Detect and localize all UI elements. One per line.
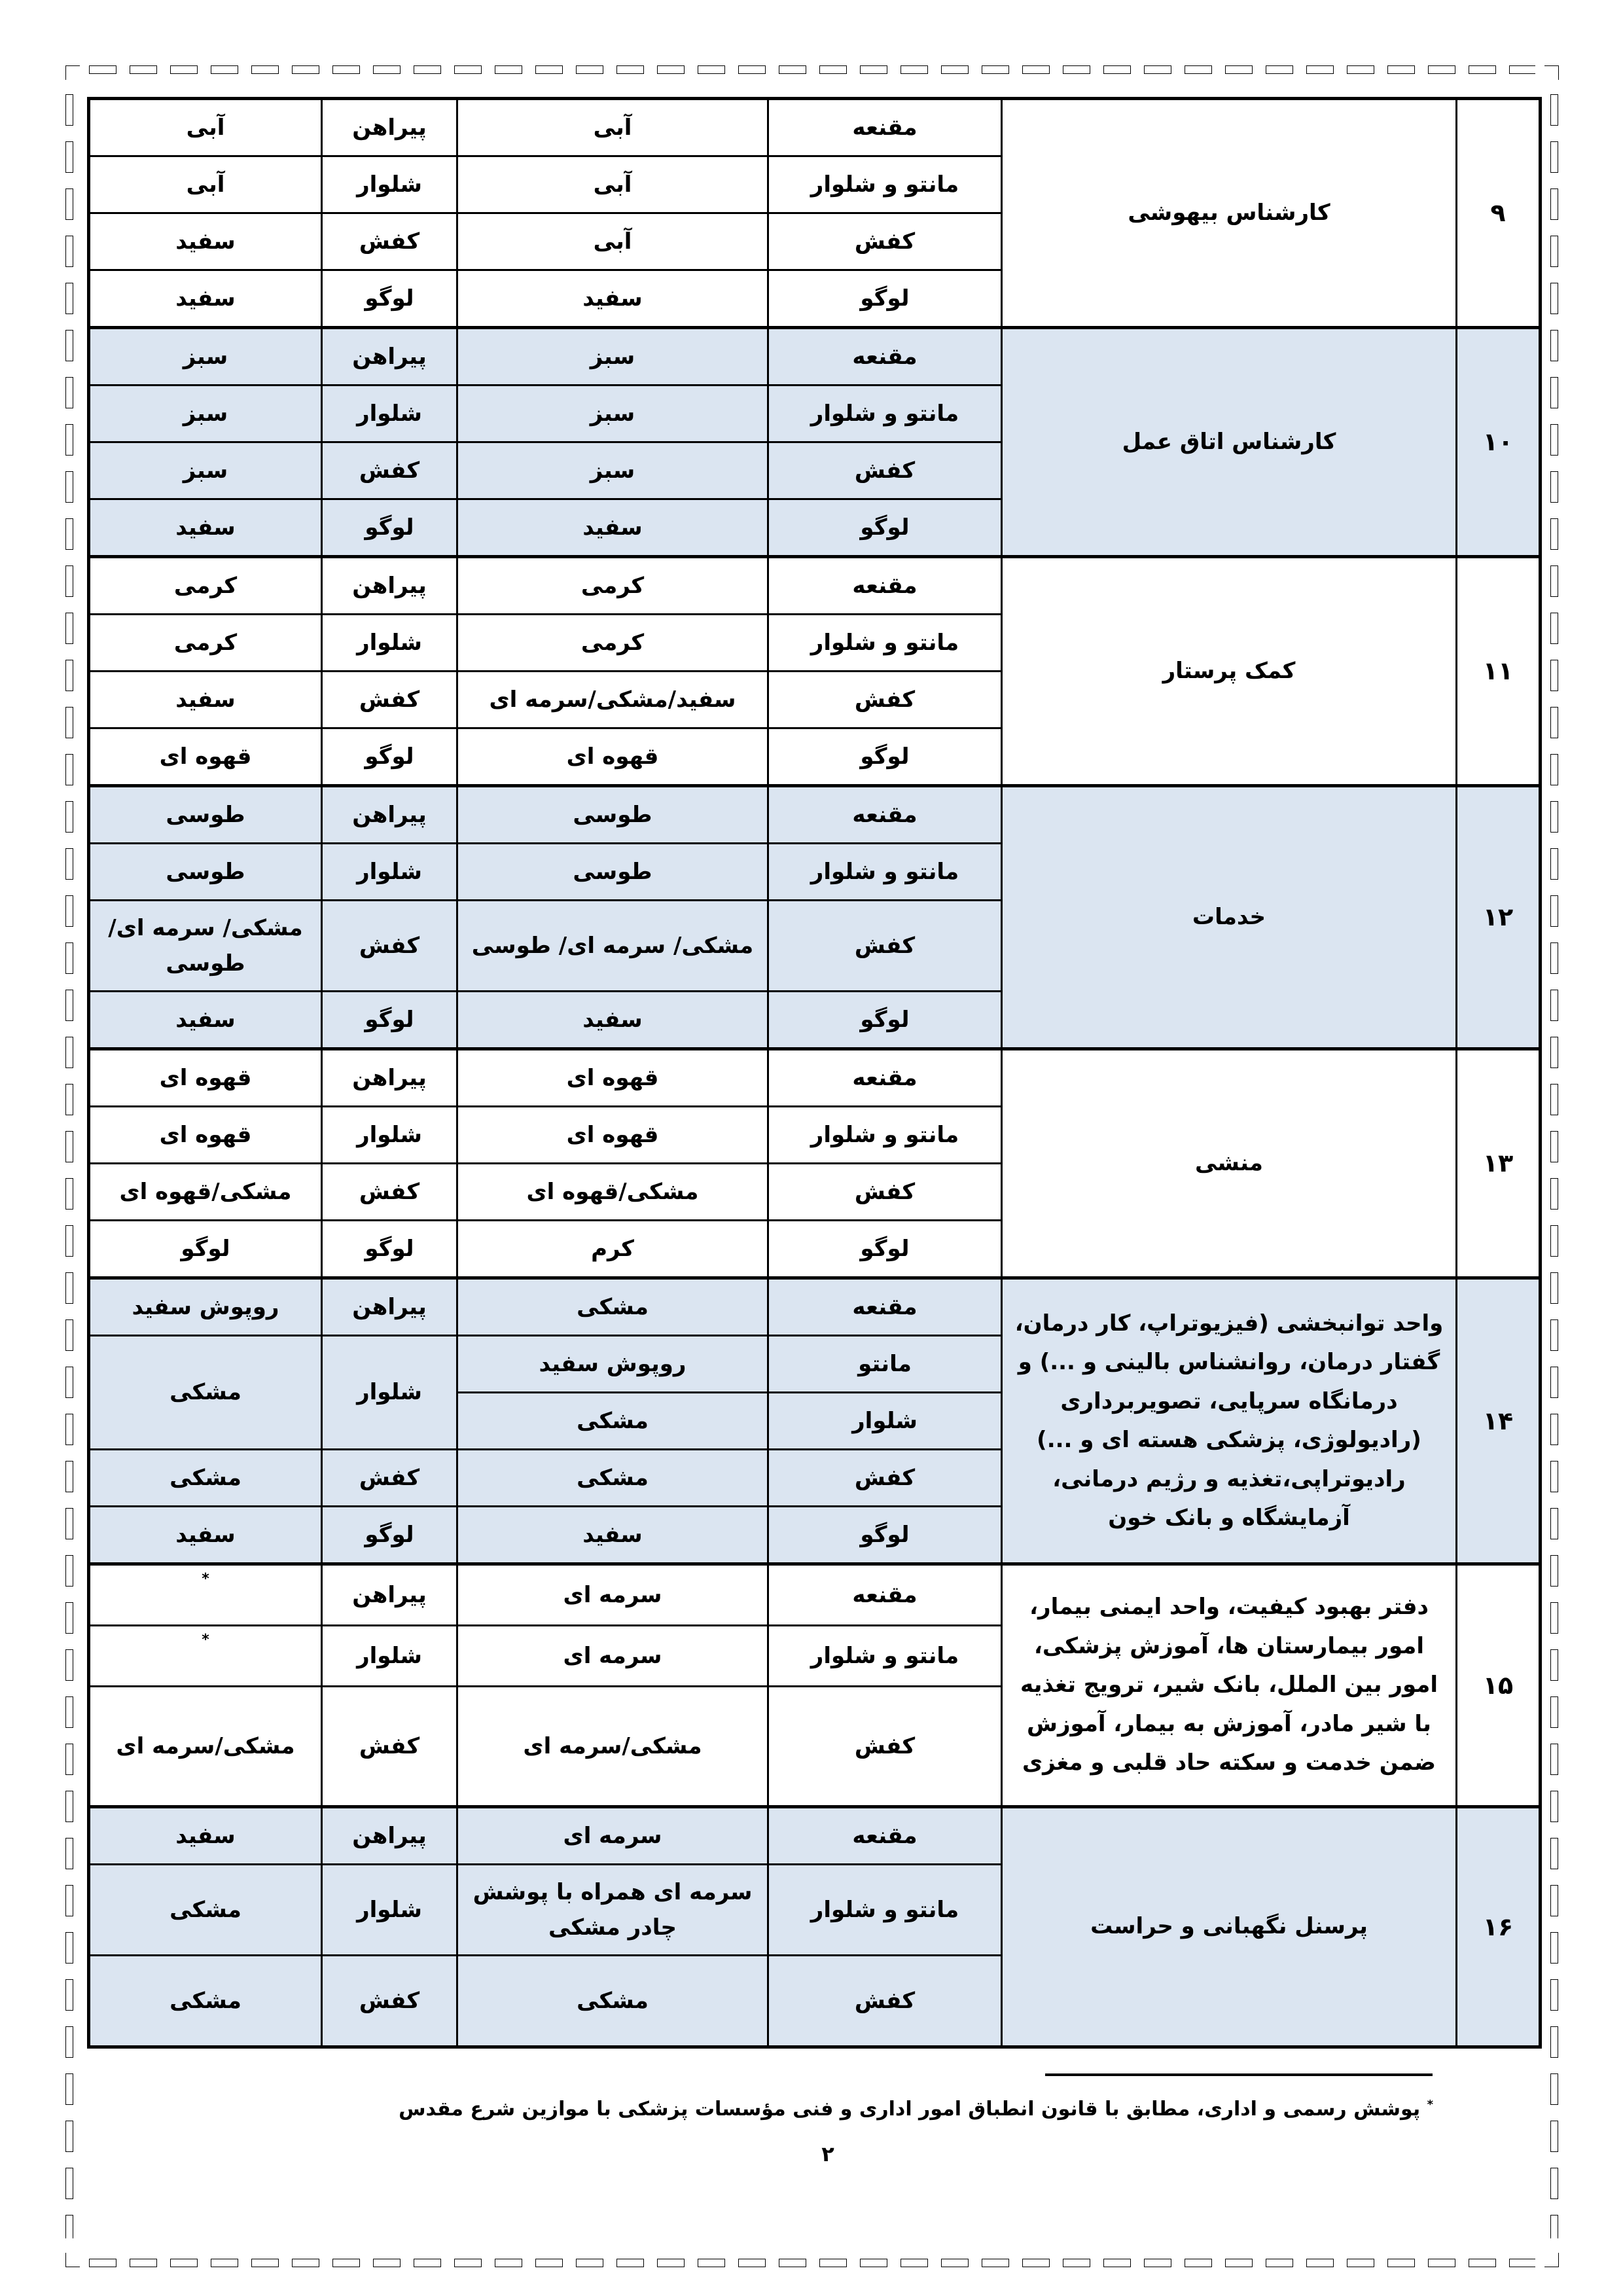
table-row	[89, 99, 1541, 156]
men-item: پیراهن	[322, 1049, 457, 1107]
men-item: لوگو	[322, 1507, 457, 1564]
men-item: کفش	[322, 1687, 457, 1807]
women-item: کفش	[768, 213, 1002, 270]
footnote-marker: *	[89, 1564, 322, 1626]
women-item: مقنعه	[768, 557, 1002, 615]
row-number: ۱۵	[1457, 1564, 1541, 1807]
women-value: سرمه ای همراه با پوشش چادر مشکی	[457, 1865, 768, 1956]
job-title: خدمات	[1002, 786, 1457, 1049]
frame-bottom-dashes	[89, 2259, 1535, 2267]
men-value: کرمی	[89, 615, 322, 672]
women-value: قهوه ای	[457, 728, 768, 786]
frame-corner-top-left	[65, 65, 80, 80]
men-value: سفید	[89, 1807, 322, 1865]
women-value: آبی	[457, 99, 768, 156]
table-row	[89, 1278, 1541, 1336]
footnote-marker: *	[89, 1626, 322, 1687]
job-title: منشی	[1002, 1049, 1457, 1278]
women-item: لوگو	[768, 1221, 1002, 1278]
men-value: مشکی/سرمه ای	[89, 1687, 322, 1807]
men-item: شلوار	[322, 844, 457, 901]
frame-corner-bottom-left	[65, 2253, 80, 2267]
women-value: مشکی	[457, 1278, 768, 1336]
men-value: سفید	[89, 1507, 322, 1564]
men-value: آبی	[89, 156, 322, 213]
women-value: مشکی/قهوه ای	[457, 1164, 768, 1221]
women-item: کفش	[768, 1164, 1002, 1221]
men-item: کفش	[322, 1956, 457, 2047]
men-value: سفید	[89, 672, 322, 728]
men-item: لوگو	[322, 1221, 457, 1278]
men-value: سبز	[89, 386, 322, 442]
women-item: مقنعه	[768, 1278, 1002, 1336]
women-item: مانتو و شلوار	[768, 1107, 1002, 1164]
women-value: مشکی/سرمه ای	[457, 1687, 768, 1807]
men-value: روپوش سفید	[89, 1278, 322, 1336]
table-row	[89, 786, 1541, 844]
women-item: کفش	[768, 442, 1002, 499]
women-value: سفید	[457, 270, 768, 328]
women-value: سرمه ای	[457, 1626, 768, 1687]
job-title: کارشناس اتاق عمل	[1002, 328, 1457, 557]
women-item: مانتو	[768, 1336, 1002, 1393]
women-item: لوگو	[768, 270, 1002, 328]
women-value: قهوه ای	[457, 1107, 768, 1164]
men-value: مشکی/قهوه ای	[89, 1164, 322, 1221]
frame-left-dashes	[65, 94, 74, 2238]
men-value: کرمی	[89, 557, 322, 615]
women-value: سبز	[457, 386, 768, 442]
row-number: ۱۱	[1457, 557, 1541, 786]
women-item: کفش	[768, 901, 1002, 992]
women-value: سفید/مشکی/سرمه ای	[457, 672, 768, 728]
men-item: کفش	[322, 901, 457, 992]
men-item: پیراهن	[322, 1278, 457, 1336]
table-row	[89, 1807, 1541, 1865]
women-item: مقنعه	[768, 99, 1002, 156]
women-item: مانتو و شلوار	[768, 386, 1002, 442]
row-number: ۱۶	[1457, 1807, 1541, 2047]
women-item: مقنعه	[768, 328, 1002, 386]
women-value: سفید	[457, 499, 768, 557]
women-value: سبز	[457, 442, 768, 499]
men-item: پیراهن	[322, 99, 457, 156]
frame-corner-bottom-right	[1544, 2253, 1559, 2267]
women-item: کفش	[768, 1450, 1002, 1507]
row-number: ۱۲	[1457, 786, 1541, 1049]
men-item: شلوار	[322, 1626, 457, 1687]
women-item: مقنعه	[768, 1807, 1002, 1865]
women-item: مقنعه	[768, 1049, 1002, 1107]
job-title: کمک پرستار	[1002, 557, 1457, 786]
uniform-table	[87, 97, 1542, 2049]
men-value: مشکی	[89, 1865, 322, 1956]
women-value: آبی	[457, 213, 768, 270]
men-value: مشکی	[89, 1336, 322, 1450]
men-value: سفید	[89, 213, 322, 270]
men-item: شلوار	[322, 1336, 457, 1450]
men-value: سفید	[89, 499, 322, 557]
men-item: لوگو	[322, 270, 457, 328]
row-number: ۱۰	[1457, 328, 1541, 557]
women-item: مانتو و شلوار	[768, 615, 1002, 672]
job-title: کارشناس بیهوشی	[1002, 99, 1457, 328]
row-number: ۱۳	[1457, 1049, 1541, 1278]
men-item: شلوار	[322, 1107, 457, 1164]
men-item: کفش	[322, 1164, 457, 1221]
women-value: قهوه ای	[457, 1049, 768, 1107]
men-value: سفید	[89, 992, 322, 1049]
women-item: مقنعه	[768, 1564, 1002, 1626]
men-item: شلوار	[322, 615, 457, 672]
men-value: طوسی	[89, 844, 322, 901]
men-item: شلوار	[322, 1865, 457, 1956]
men-value: آبی	[89, 99, 322, 156]
men-value: قهوه ای	[89, 1049, 322, 1107]
women-item: کفش	[768, 672, 1002, 728]
men-item: پیراهن	[322, 328, 457, 386]
women-value: آبی	[457, 156, 768, 213]
women-item: لوگو	[768, 499, 1002, 557]
women-value: مشکی	[457, 1956, 768, 2047]
women-item: لوگو	[768, 1507, 1002, 1564]
job-title: دفتر بهبود کیفیت، واحد ایمنی بیمار، امور بیمارستان ها، آموزش پزشکی، امور بین الملل، بانک شیر، ترویج تغذیه با شیر مادر، آموزش به بیمار، آموزش ضمن خدمت و سکته حاد قلبی و مغزی	[1002, 1564, 1457, 1807]
women-item: کفش	[768, 1956, 1002, 2047]
page-number: ۲	[821, 2142, 834, 2166]
men-item: پیراهن	[322, 557, 457, 615]
men-item: شلوار	[322, 386, 457, 442]
footnote	[399, 2098, 1433, 2121]
frame-top-dashes	[89, 65, 1535, 74]
frame-corner-top-right	[1544, 65, 1559, 80]
men-item: پیراهن	[322, 1564, 457, 1626]
men-item: کفش	[322, 672, 457, 728]
men-value: سبز	[89, 328, 322, 386]
women-item: لوگو	[768, 992, 1002, 1049]
men-value: قهوه ای	[89, 728, 322, 786]
women-item: لوگو	[768, 728, 1002, 786]
frame-right-dashes	[1550, 94, 1559, 2238]
footnote-marker: *	[1427, 2098, 1433, 2111]
job-title: واحد توانبخشی (فیزیوتراپ، کار درمان، گفتار درمان، روانشناس بالینی و ...) و درمانگاه سرپایی، تصویربرداری (رادیولوژی، پزشکی هسته ای و ...) رادیوتراپی،تغذیه و رژیم درمانی، آزمایشگاه و بانک خون	[1002, 1278, 1457, 1564]
men-item: پیراهن	[322, 786, 457, 844]
women-value: روپوش سفید	[457, 1336, 768, 1393]
women-item: مانتو و شلوار	[768, 1626, 1002, 1687]
men-item: لوگو	[322, 992, 457, 1049]
women-value: مشکی/ سرمه ای/ طوسی	[457, 901, 768, 992]
women-value: مشکی	[457, 1393, 768, 1450]
women-value: کرمی	[457, 615, 768, 672]
footnote-separator	[1045, 2073, 1433, 2076]
men-value: لوگو	[89, 1221, 322, 1278]
row-number: ۱۴	[1457, 1278, 1541, 1564]
women-item: مانتو و شلوار	[768, 156, 1002, 213]
women-value: مشکی	[457, 1450, 768, 1507]
women-value: سفید	[457, 1507, 768, 1564]
women-value: سبز	[457, 328, 768, 386]
women-value: طوسی	[457, 844, 768, 901]
table-row	[89, 1049, 1541, 1107]
women-value: سفید	[457, 992, 768, 1049]
women-value: کرم	[457, 1221, 768, 1278]
women-item: کفش	[768, 1687, 1002, 1807]
men-value: طوسی	[89, 786, 322, 844]
women-value: کرمی	[457, 557, 768, 615]
table-row	[89, 328, 1541, 386]
table-row	[89, 1564, 1541, 1626]
men-item: لوگو	[322, 728, 457, 786]
men-item: کفش	[322, 1450, 457, 1507]
men-item: کفش	[322, 442, 457, 499]
men-value: سفید	[89, 270, 322, 328]
job-title: پرسنل نگهبانی و حراست	[1002, 1807, 1457, 2047]
men-value: قهوه ای	[89, 1107, 322, 1164]
women-item: شلوار	[768, 1393, 1002, 1450]
women-item: مقنعه	[768, 786, 1002, 844]
table-row	[89, 557, 1541, 615]
men-value: مشکی/ سرمه ای/ طوسی	[89, 901, 322, 992]
women-value: سرمه ای	[457, 1564, 768, 1626]
men-item: کفش	[322, 213, 457, 270]
men-item: لوگو	[322, 499, 457, 557]
men-item: شلوار	[322, 156, 457, 213]
men-item: پیراهن	[322, 1807, 457, 1865]
women-value: طوسی	[457, 786, 768, 844]
men-value: مشکی	[89, 1450, 322, 1507]
row-number: ۹	[1457, 99, 1541, 328]
women-value: سرمه ای	[457, 1807, 768, 1865]
men-value: مشکی	[89, 1956, 322, 2047]
footnote-text: پوشش رسمی و اداری، مطابق با قانون انطباق امور اداری و فنی مؤسسات پزشکی با موازین شرع مقدس	[399, 2098, 1421, 2121]
men-value: سبز	[89, 442, 322, 499]
women-item: مانتو و شلوار	[768, 844, 1002, 901]
women-item: مانتو و شلوار	[768, 1865, 1002, 1956]
